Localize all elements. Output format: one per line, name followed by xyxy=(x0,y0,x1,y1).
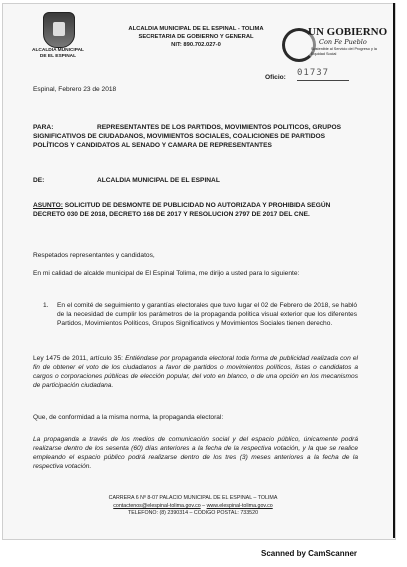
de-label: DE: xyxy=(33,177,45,184)
department-line: SECRETARIA DE GOBIERNO Y GENERAL xyxy=(138,33,254,40)
nit-line: NIT: 890.702.027-0 xyxy=(171,41,221,48)
propaganda-quote: La propaganda a través de los medios de comunicación social y del espacio público, únicamente podrá realizarse dentro de los sesenta (60) días anteriores a la fecha de la respectiva votación, y la que se realice empleando el espacio público podrá realizarse dentro de los tres (3) meses anteriores a la fecha de la respectiva votación. xyxy=(33,436,358,471)
ley-lead: Ley 1475 de 2011, artículo 35: xyxy=(33,355,123,362)
seal-caption-line-2: DE EL ESPINAL xyxy=(39,53,77,59)
item-1-text: En el comité de seguimiento y garantías electorales que tuvo lugar el 02 de Febrero de 2018, se habló de la necesidad de cumplir los parámetros de la propaganda política visual exterior que los diferentes Partidos, Movimientos Políticos, Grupos Significativos y Movimientos Sociales tienen derecho. xyxy=(57,302,357,328)
ley-quote: Entiéndase por propaganda electoral toda forma de publicidad realizada con el fin de obtener el voto de los ciudadanos a favor de partidos o movimientos políticos, listas o candidatos a cargos o corporaciones públicas de elección popular, del voto en blanco, o de una opción en los mecanismos de participación ciudadana. xyxy=(33,355,358,390)
footer-address: CARRERA 6 Nº 8-07 PALACIO MUNICIPAL DE EL ESPINAL – TOLIMA xyxy=(108,495,278,501)
letterhead xyxy=(111,26,281,49)
camscanner-watermark: Scanned by CamScanner xyxy=(261,549,358,558)
item-1-number: 1. xyxy=(43,302,49,309)
brand-script: Con Fe Pueblo xyxy=(319,38,367,46)
letter-date: Espinal, Febrero 23 de 2018 xyxy=(33,86,117,93)
footer-email-link[interactable]: contactenos@elespinal-tolima.gov.co xyxy=(113,502,201,509)
de-sender: ALCALDIA MUNICIPAL DE EL ESPINAL xyxy=(97,177,220,184)
para-recipients: REPRESENTANTES DE LOS PARTIDOS, MOVIMIENTOS POLITICOS, GRUPOS SIGNIFICATIVOS DE CIUDADANOS, MOVIMIENTOS SOCIALES, COALICIONES DE PARTIDOS POLÍTICOS Y CANDIDATOS AL SENADO Y CAMARA DE REPRESENTANTES xyxy=(33,124,341,150)
intro-paragraph: En mi calidad de alcalde municipal de El Espinal Tolima, me dirijo a usted para lo siguiente: xyxy=(33,270,300,277)
municipal-seal-icon xyxy=(43,12,75,48)
seal-caption xyxy=(29,48,87,60)
conformidad-line: Que, de conformidad a la misma norma, la propaganda electoral: xyxy=(33,414,224,421)
greeting: Respetados representantes y candidatos, xyxy=(33,252,155,259)
seal-caption-line-1: ALCALDIA MUNICIPAL xyxy=(32,48,84,53)
letter-page xyxy=(2,3,396,540)
footer-web-link[interactable]: www.elespinal-tolima.gov.co xyxy=(206,502,273,509)
letter-footer xyxy=(43,495,343,518)
footer-contact xyxy=(43,503,343,511)
para-label: PARA: xyxy=(33,124,54,131)
institution-line: ALCALDIA MUNICIPAL DE EL ESPINAL - TOLIMA xyxy=(128,26,264,32)
oficio-label: Oficio: xyxy=(265,74,286,81)
brand-title: UN GOBIERNO xyxy=(308,26,388,38)
brand-tagline: Sostenible al Servicio del Progreso y la Equidad Social xyxy=(311,47,377,56)
asunto-text: SOLICITUD DE DESMONTE DE PUBLICIDAD NO AUTORIZADA Y PROHIBIDA SEGÚN DECRETO 030 DE 2018, DECRETO 168 DE 2017 Y RESOLUCION 2797 DE 2017 DEL CNE. xyxy=(33,202,331,219)
footer-separator: – xyxy=(200,502,207,509)
oficio-underline xyxy=(297,80,349,81)
ley-paragraph xyxy=(33,354,358,390)
page-edge xyxy=(393,3,395,538)
oficio-number: 01737 xyxy=(297,68,330,78)
asunto-label: ASUNTO: xyxy=(33,202,63,209)
asunto-block xyxy=(33,201,355,219)
footer-phone: TELEFONO: (8) 2390314 – CODIGO POSTAL: 733520 xyxy=(127,510,259,517)
